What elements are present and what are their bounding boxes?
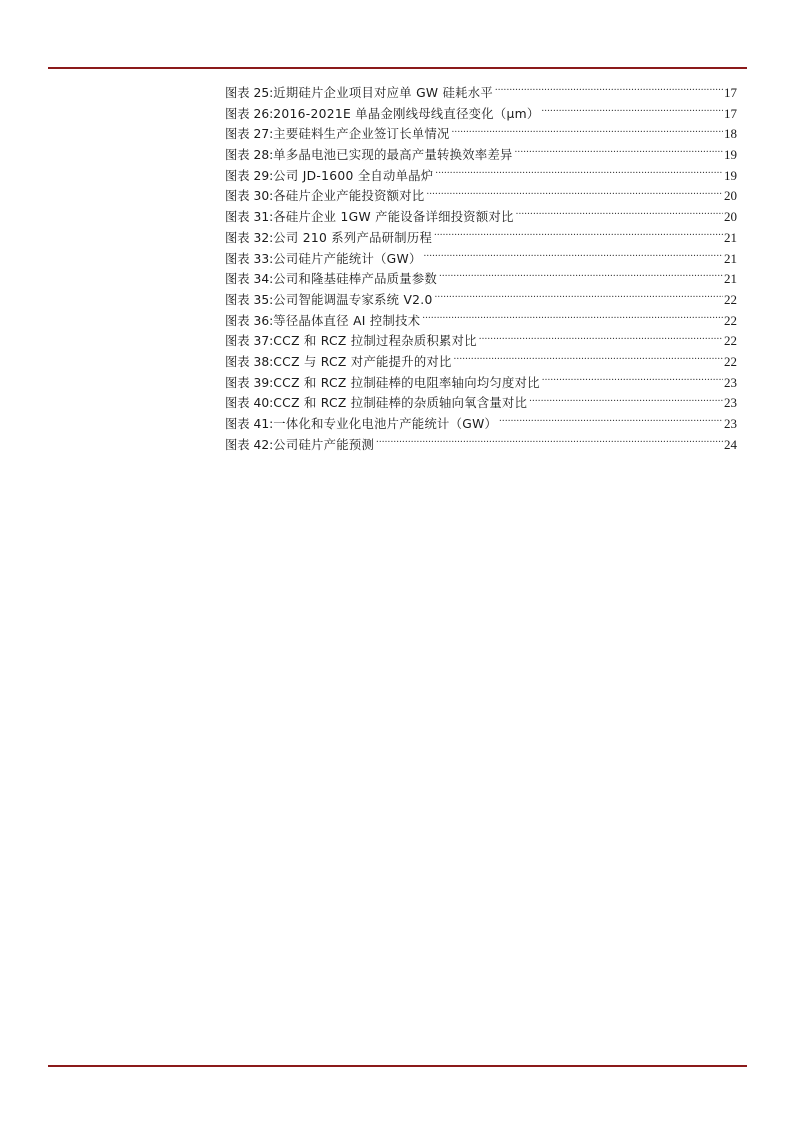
header-rule xyxy=(48,67,747,69)
toc-entry-page-number[interactable]: 21 xyxy=(724,229,737,245)
toc-entry-title[interactable]: 单多晶电池已实现的最高产量转换效率差异 xyxy=(273,148,513,163)
toc-entry-title[interactable]: 公司硅片产能统计（GW） xyxy=(273,251,422,266)
toc-entry-title[interactable]: 各硅片企业产能投资额对比 xyxy=(273,189,425,204)
toc-entry[interactable] xyxy=(225,249,737,270)
toc-entry-page-number[interactable]: 21 xyxy=(724,271,737,287)
toc-entry-label: 图表 36: xyxy=(225,313,274,328)
toc-entry[interactable] xyxy=(225,166,737,187)
toc-entry-title[interactable]: 2016-2021E 单晶金刚线母线直径变化（μm） xyxy=(273,106,540,121)
toc-dot-leader xyxy=(495,85,723,97)
toc-entry[interactable] xyxy=(225,311,737,332)
toc-entry-title[interactable]: 公司 JD-1600 全自动单晶炉 xyxy=(273,168,434,183)
toc-entry-label: 图表 28: xyxy=(225,148,274,163)
toc-entry-page-number[interactable]: 22 xyxy=(724,312,737,328)
toc-entry-label: 图表 34: xyxy=(225,272,274,287)
toc-entry-page-number[interactable]: 19 xyxy=(724,147,737,163)
toc-entry-label: 图表 42: xyxy=(225,437,274,452)
toc-entry-label: 图表 30: xyxy=(225,189,274,204)
toc-entry[interactable] xyxy=(225,373,737,394)
toc-dot-leader xyxy=(499,416,723,428)
toc-entry[interactable] xyxy=(225,145,737,166)
toc-entry-title[interactable]: 一体化和专业化电池片产能统计（GW） xyxy=(273,417,498,431)
toc-entry[interactable] xyxy=(225,393,737,414)
toc-dot-leader xyxy=(479,333,723,345)
toc-entry-label: 图表 40: xyxy=(225,396,274,411)
toc-dot-leader xyxy=(426,188,723,200)
toc-entry-page-number[interactable]: 22 xyxy=(724,353,737,369)
toc-entry-title[interactable]: CCZ 与 RCZ 对产能提升的对比 xyxy=(273,354,452,369)
footer-rule xyxy=(48,1065,747,1067)
toc-dot-leader xyxy=(424,250,723,262)
toc-entry[interactable] xyxy=(225,104,737,125)
toc-dot-leader xyxy=(434,230,723,242)
toc-dot-leader xyxy=(452,126,723,138)
toc-dot-leader xyxy=(515,147,723,159)
toc-dot-leader xyxy=(542,374,723,386)
toc-entry-page-number[interactable]: 17 xyxy=(724,105,737,121)
toc-entry-label: 图表 39: xyxy=(225,375,274,390)
toc-entry[interactable] xyxy=(225,228,737,249)
toc-entry-label: 图表 38: xyxy=(225,354,274,369)
toc-entry-page-number[interactable]: 18 xyxy=(724,126,737,142)
toc-entry[interactable] xyxy=(225,352,737,373)
toc-dot-leader xyxy=(454,354,723,366)
toc-entry-label: 图表 27: xyxy=(225,127,274,142)
toc-entry-label: 图表 32: xyxy=(225,230,274,245)
toc-entry-title[interactable]: CCZ 和 RCZ 拉制硅棒的杂质轴向氧含量对比 xyxy=(273,396,528,411)
toc-entry[interactable] xyxy=(225,83,737,104)
toc-entry-page-number[interactable]: 23 xyxy=(724,416,737,431)
toc-dot-leader xyxy=(529,395,723,407)
toc-entry-title[interactable]: CCZ 和 RCZ 拉制硅棒的电阻率轴向均匀度对比 xyxy=(273,375,540,390)
toc-entry-page-number[interactable]: 21 xyxy=(724,250,737,266)
toc-dot-leader xyxy=(422,312,723,324)
toc-entry-page-number[interactable]: 24 xyxy=(724,436,737,452)
toc-entry-title[interactable]: 公司和隆基硅棒产品质量参数 xyxy=(273,272,438,287)
toc-dot-leader xyxy=(541,105,723,117)
toc-dot-leader xyxy=(435,167,723,179)
toc-entry[interactable] xyxy=(225,414,737,435)
toc-entry[interactable] xyxy=(225,186,737,207)
toc-entry-page-number[interactable]: 22 xyxy=(724,291,737,307)
toc-entry-title[interactable]: 近期硅片企业项目对应单 GW 硅耗水平 xyxy=(273,86,493,100)
toc-entry-title[interactable]: CCZ 和 RCZ 拉制过程杂质积累对比 xyxy=(273,334,477,349)
toc-entry-label: 图表 25: xyxy=(225,86,274,100)
toc-entry[interactable] xyxy=(225,435,737,456)
toc-entry-label: 图表 41: xyxy=(225,417,274,431)
toc-dot-leader xyxy=(516,209,723,221)
toc-entry-page-number[interactable]: 19 xyxy=(724,167,737,183)
toc-entry[interactable] xyxy=(225,207,737,228)
toc-entry-title[interactable]: 等径晶体直径 AI 控制技术 xyxy=(273,313,421,328)
toc-entry-page-number[interactable]: 20 xyxy=(724,188,737,204)
toc-entry-page-number[interactable]: 22 xyxy=(724,333,737,349)
toc-entry-title[interactable]: 主要硅料生产企业签订长单情况 xyxy=(273,127,450,142)
toc-entry-label: 图表 26: xyxy=(225,106,274,121)
toc-entry-label: 图表 33: xyxy=(225,251,274,266)
table-of-figures xyxy=(225,83,737,455)
toc-entry-page-number[interactable]: 20 xyxy=(724,209,737,225)
toc-entry-title[interactable]: 公司智能调温专家系统 V2.0 xyxy=(273,292,433,307)
toc-entry-page-number[interactable]: 23 xyxy=(724,395,737,411)
toc-entry[interactable] xyxy=(225,269,737,290)
toc-entry[interactable] xyxy=(225,124,737,145)
toc-dot-leader xyxy=(376,436,723,448)
toc-entry-label: 图表 29: xyxy=(225,168,274,183)
toc-dot-leader xyxy=(435,292,723,304)
toc-entry[interactable] xyxy=(225,290,737,311)
toc-entry-title[interactable]: 公司 210 系列产品研制历程 xyxy=(273,230,433,245)
toc-entry-label: 图表 35: xyxy=(225,292,274,307)
toc-entry-title[interactable]: 公司硅片产能预测 xyxy=(273,437,375,452)
toc-entry[interactable] xyxy=(225,331,737,352)
toc-entry-label: 图表 31: xyxy=(225,210,274,225)
toc-dot-leader xyxy=(439,271,723,283)
toc-entry-page-number[interactable]: 17 xyxy=(724,85,737,100)
toc-entry-title[interactable]: 各硅片企业 1GW 产能设备详细投资额对比 xyxy=(273,210,514,225)
toc-entry-page-number[interactable]: 23 xyxy=(724,374,737,390)
toc-entry-label: 图表 37: xyxy=(225,334,274,349)
